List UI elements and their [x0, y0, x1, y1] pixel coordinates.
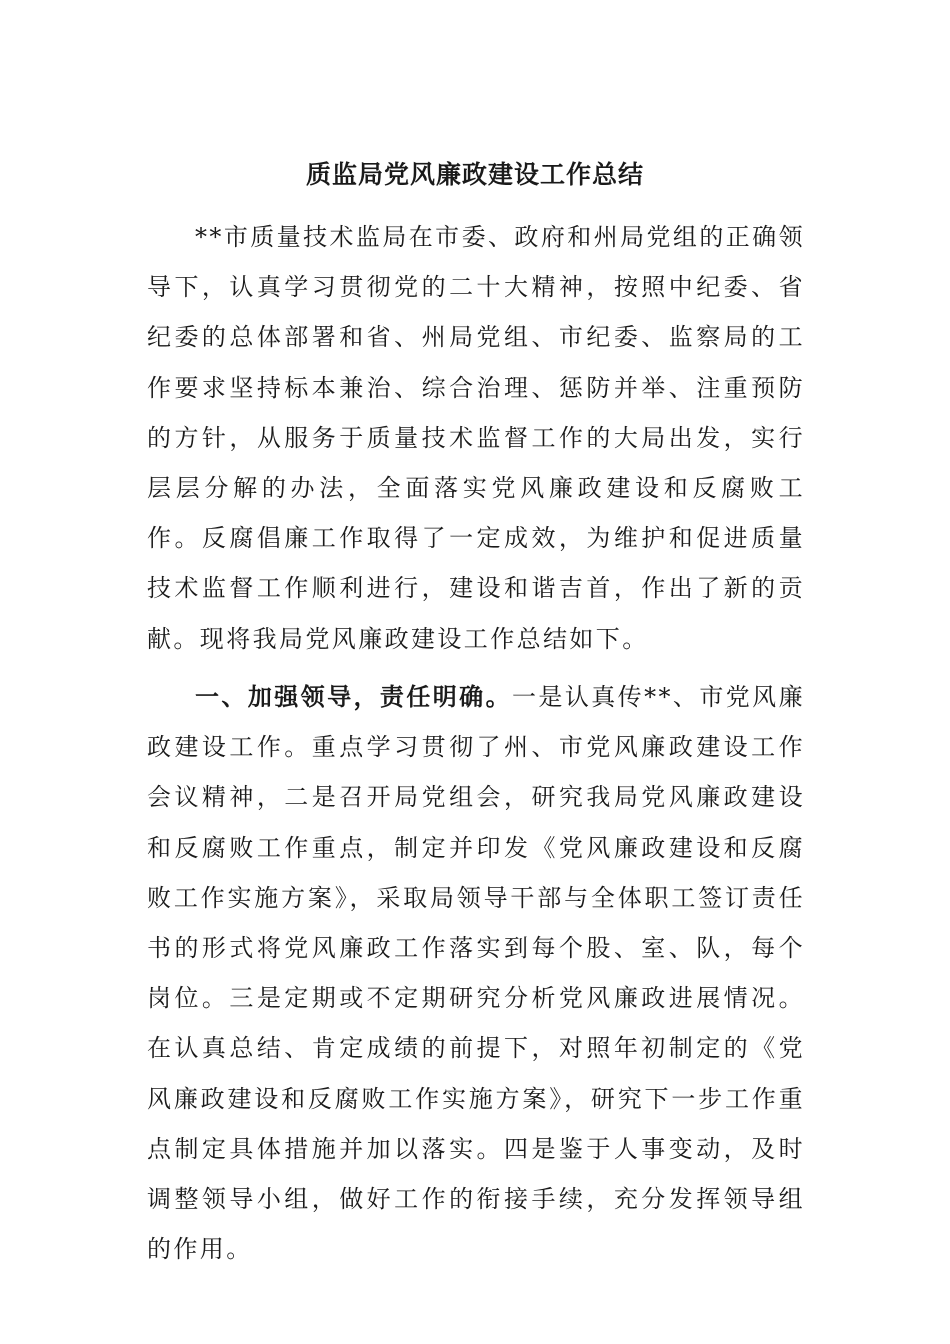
section-one-paragraph [147, 672, 805, 1274]
paragraph-text: 一是认真传**、市党风廉政建设工作。重点学习贯彻了州、市党风廉政建设工作会议精神，二是召开局党组会，研究我局党风廉政建设和反腐败工作重点，制定并印发《党风廉政建设和反腐败工作实施方案》，采取局领导干部与全体职工签订责任书的形式将党风廉政工作落实到每个股、室、队，每个岗位。三是定期或不定期研究分析党风廉政进展情况。在认真总结、肯定成绩的前提下，对照年初制定的《党风廉政建设和反腐败工作实施方案》，研究下一步工作重点制定具体措施并加以落实。四是鉴于人事变动，及时调整领导小组，做好工作的衔接手续，充分发挥领导组的作用。 [147, 683, 805, 1264]
paragraph-text: **市质量技术监局在市委、政府和州局党组的正确领导下，认真学习贯彻党的二十大精神，按照中纪委、省纪委的总体部署和省、州局党组、市纪委、监察局的工作要求坚持标本兼治、综合治理、惩防并举、注重预防的方针，从服务于质量技术监督工作的大局出发，实行层层分解的办法，全面落实党风廉政建设和反腐败工作。反腐倡廉工作取得了一定成效，为维护和促进质量技术监督工作顺利进行，建设和谐吉首，作出了新的贡献。现将我局党风廉政建设工作总结如下。 [147, 223, 805, 653]
document-title: 质监局党风廉政建设工作总结 [305, 160, 644, 189]
intro-paragraph [147, 212, 805, 664]
section-heading: 一、加强领导，责任明确。 [195, 682, 513, 711]
